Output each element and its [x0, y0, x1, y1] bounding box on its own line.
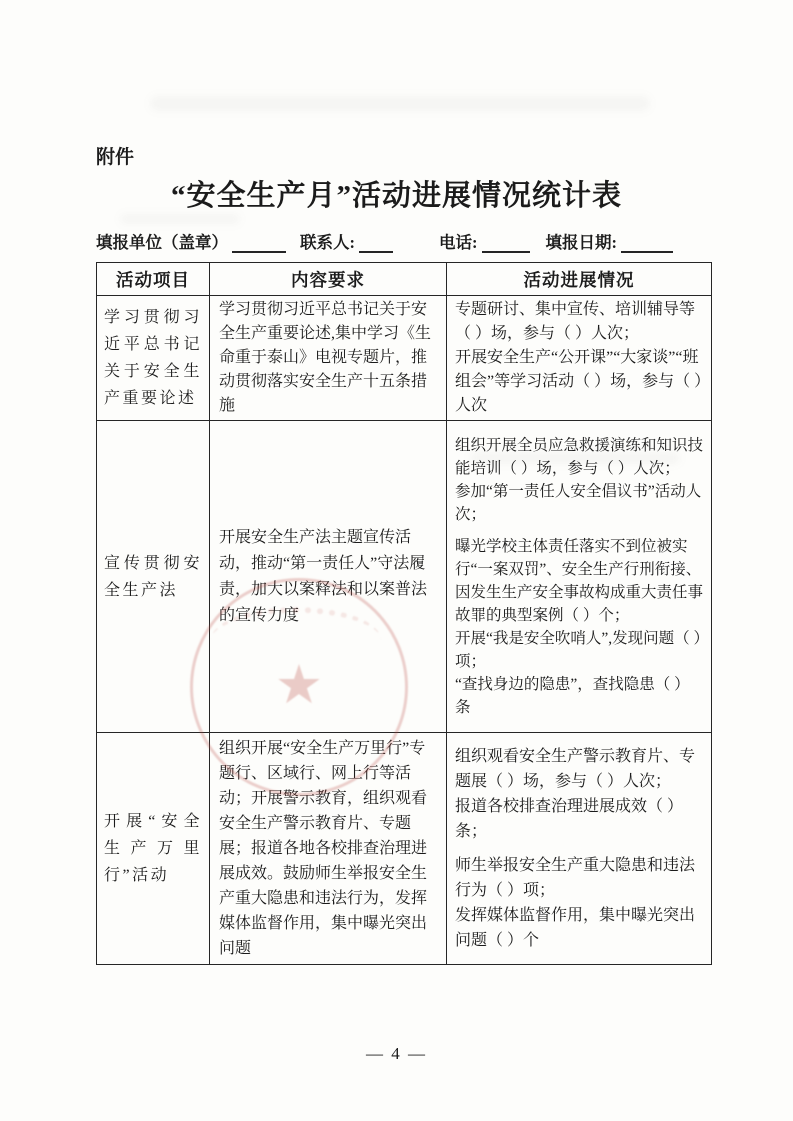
form-field-unit-label: 填报单位（盖章） — [96, 233, 228, 252]
attachment-label: 附件 — [96, 147, 135, 168]
scan-bleed-smudge — [150, 96, 650, 111]
cell-progress — [447, 733, 712, 965]
progress-item: 组织观看安全生产警示教育片、专题展（ ）场，参与（ ）人次； — [455, 748, 696, 790]
cell-progress — [447, 296, 712, 421]
cell-requirement: 开展安全生产法主题宣传活动，推动“第一责任人”守法履责，加大以案释法和以案普法的宣传力度 — [210, 421, 447, 733]
progress-item: 师生举报安全生产重大隐患和违法行为（ ）项； — [455, 857, 696, 899]
header-activity-progress: 活动进展情况 — [447, 263, 712, 296]
cell-requirement: 学习贯彻习近平总书记关于安全生产重要论述,集中学习《生命重于泰山》电视专题片，推动贯彻落实安全生产十五条措施 — [210, 296, 447, 421]
progress-item: “查找身边的隐患”，查找隐患（ ）条 — [455, 676, 690, 716]
form-field-contact-label: 联系人: — [300, 233, 355, 252]
cell-requirement: 组织开展“安全生产万里行”专题行、区域行、网上行等活动；开展警示教育，组织观看安全生产警示教育片、专题展；报道各地各校排查治理进展成效。鼓励师生举报安全生产重大隐患和违法行为，发挥媒体监督作用，集中曝光突出问题 — [210, 733, 447, 965]
header-activity-project: 活动项目 — [97, 263, 210, 296]
cell-project: 开展“安全生产万里行”活动 — [97, 733, 210, 965]
table-header-row — [97, 263, 712, 296]
table-row — [97, 733, 712, 965]
progress-item: 开展“我是安全吹哨人”,发现问题（ ）项； — [455, 630, 702, 670]
progress-item: 发挥媒体监督作用，集中曝光突出问题（ ）个 — [455, 907, 696, 949]
form-field-phone — [439, 229, 530, 253]
form-field-contact-blank — [359, 236, 393, 253]
form-header-line — [96, 229, 716, 253]
cell-project: 学习贯彻习近平总书记关于安全生产重要论述 — [97, 296, 210, 421]
progress-item: 专题研讨、集中宣传、培训辅导等（ ）场，参与（ ）人次； — [455, 301, 696, 342]
cell-progress — [447, 421, 712, 733]
form-field-unit-blank — [232, 236, 286, 253]
progress-item: 开展安全生产“公开课”“大家谈”“班组会”等学习活动（ ）场，参与（ ）人次 — [455, 349, 703, 414]
page-number: — 4 — — [366, 1044, 427, 1063]
table-row — [97, 421, 712, 733]
form-field-date-label: 填报日期: — [545, 233, 617, 252]
cell-project: 宣传贯彻安全生产法 — [97, 421, 210, 733]
document-title: “安全生产月”活动进展情况统计表 — [170, 180, 622, 212]
header-content-requirement: 内容要求 — [210, 263, 447, 296]
progress-item: 参加“第一责任人安全倡议书”活动人次； — [455, 483, 702, 523]
activity-progress-table — [96, 262, 712, 965]
form-field-contact — [300, 229, 393, 253]
form-field-phone-blank — [482, 236, 530, 253]
form-field-date — [546, 229, 674, 253]
progress-item: 报道各校排查治理进展成效（ ）条； — [455, 798, 684, 840]
progress-item: 组织开展全员应急救援演练和知识技能培训（ ）场，参与（ ）人次； — [455, 437, 704, 477]
form-field-date-blank — [621, 236, 673, 253]
scan-bleed-smudge — [120, 214, 240, 224]
form-field-phone-label: 电话: — [439, 233, 478, 252]
star-icon: ★ — [274, 654, 324, 715]
table-row — [97, 296, 712, 421]
form-field-unit — [96, 229, 286, 253]
progress-item: 曝光学校主体责任落实不到位被实行“一案双罚”、安全生产行刑衔接、因发生生产安全事故构成重大责任事故罪的典型案例（ ）个； — [455, 538, 704, 624]
